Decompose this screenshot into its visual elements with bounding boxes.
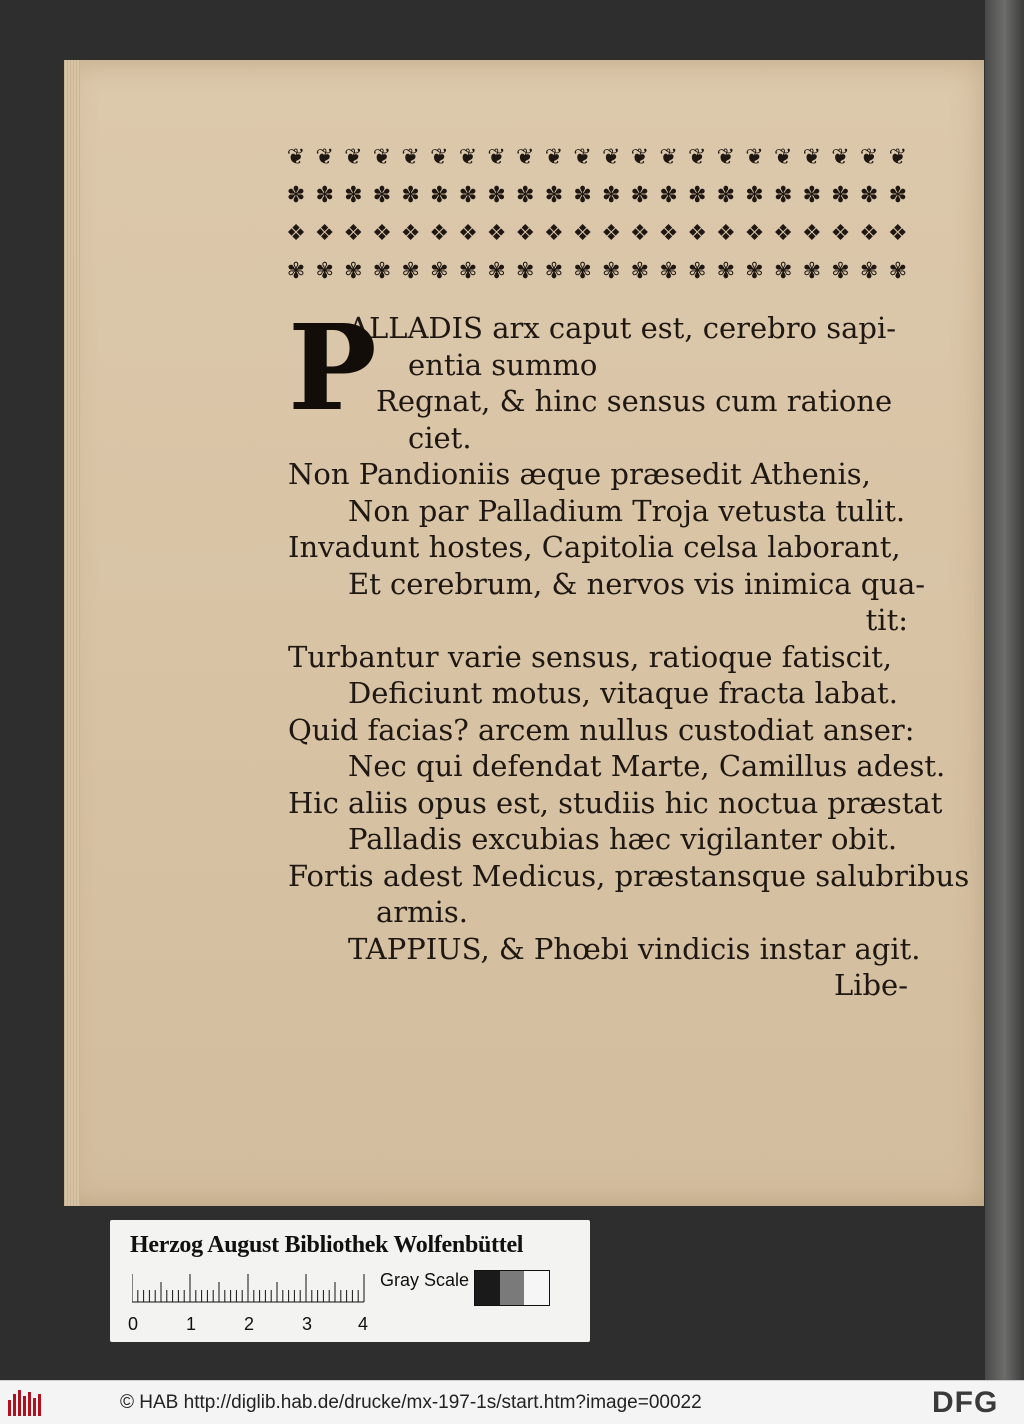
scanner-edge [985, 0, 1024, 1380]
poem-line: Fortis adest Medicus, præstansque salubribus [288, 858, 970, 893]
ruler-number: 1 [186, 1314, 197, 1334]
poem-line: Et cerebrum, & nervos vis inimica qua- [348, 566, 926, 601]
poem-line: Turbantur varie sensus, ratioque fatiscit, [288, 639, 893, 674]
footer-bar [0, 1380, 1024, 1424]
drop-capital: P [288, 298, 377, 437]
poem-line: Non par Palladium Troja vetusta tulit. [348, 493, 906, 528]
ruler-number: 4 [358, 1314, 369, 1334]
ruler-number: 0 [128, 1314, 139, 1334]
page-edge [64, 60, 80, 1206]
poem-line: entia summo [408, 347, 598, 382]
gray-scale-label: Gray Scale [380, 1270, 470, 1290]
poem-line: Libe- [833, 968, 908, 1002]
gray-swatch-mid [500, 1271, 525, 1305]
poem-line: Palladis excubias hæc vigilanter obit. [348, 822, 898, 856]
poem-line: Regnat, & hinc sensus cum ratione [376, 384, 893, 418]
ornament-row-4: ✾ ✾ ✾ ✾ ✾ ✾ ✾ ✾ ✾ ✾ ✾ ✾ ✾ ✾ ✾ ✾ ✾ ✾ ✾ ✾ ✾ ✾ [286, 259, 907, 284]
poem-line: Nec qui defendat Marte, Camillus adest. [348, 749, 946, 783]
poem-line: Invadunt hostes, Capitolia celsa laborant, [288, 530, 901, 564]
poem-line: Deficiunt motus, vitaque fracta labat. [348, 676, 898, 710]
poem-line: Quid facias? arcem nullus custodiat anser: [288, 712, 915, 747]
poem-line: ALLADIS arx caput est, cerebro sapi- [348, 311, 897, 345]
poem-line: ciet. [408, 420, 472, 455]
poem-line: Non Pandioniis æque præsedit Athenis, [288, 457, 871, 491]
gray-swatch-white [524, 1271, 549, 1305]
poem-lines [288, 298, 970, 1004]
poem-line: armis. [376, 895, 469, 929]
library-name: Herzog August Bibliothek Wolfenbüttel [130, 1232, 524, 1258]
hab-logo-icon [8, 1390, 42, 1416]
source-url: © HAB http://diglib.hab.de/drucke/mx-197-1s/start.htm?image=00022 [120, 1392, 702, 1413]
ornament-row-3: ❖ ❖ ❖ ❖ ❖ ❖ ❖ ❖ ❖ ❖ ❖ ❖ ❖ ❖ ❖ ❖ ❖ ❖ ❖ ❖ ❖ ❖ [286, 221, 908, 246]
ruler-scale [132, 1272, 372, 1310]
poem-line: TAPPIUS, & Phœbi vindicis instar agit. [348, 931, 921, 966]
decorative-headpiece [282, 145, 912, 285]
book-page [64, 60, 984, 1206]
ornament-row-1: ❦ ❦ ❦ ❦ ❦ ❦ ❦ ❦ ❦ ❦ ❦ ❦ ❦ ❦ ❦ ❦ ❦ ❦ ❦ ❦ ❦ ❦ [286, 145, 907, 170]
ornament-row-2: ✽ ✽ ✽ ✽ ✽ ✽ ✽ ✽ ✽ ✽ ✽ ✽ ✽ ✽ ✽ ✽ ✽ ✽ ✽ ✽ ✽ ✽ [286, 183, 907, 208]
ruler-number: 2 [244, 1314, 255, 1334]
poem-line: tit: [865, 603, 908, 637]
gray-scale-swatches [474, 1270, 550, 1306]
poem-text [288, 298, 970, 1004]
ruler-number: 3 [302, 1314, 313, 1334]
dfg-logo: DFG [932, 1386, 999, 1419]
gray-swatch-black [475, 1271, 500, 1305]
poem-line: Hic aliis opus est, studiis hic noctua præstat [288, 785, 943, 820]
library-label-card [110, 1220, 590, 1342]
